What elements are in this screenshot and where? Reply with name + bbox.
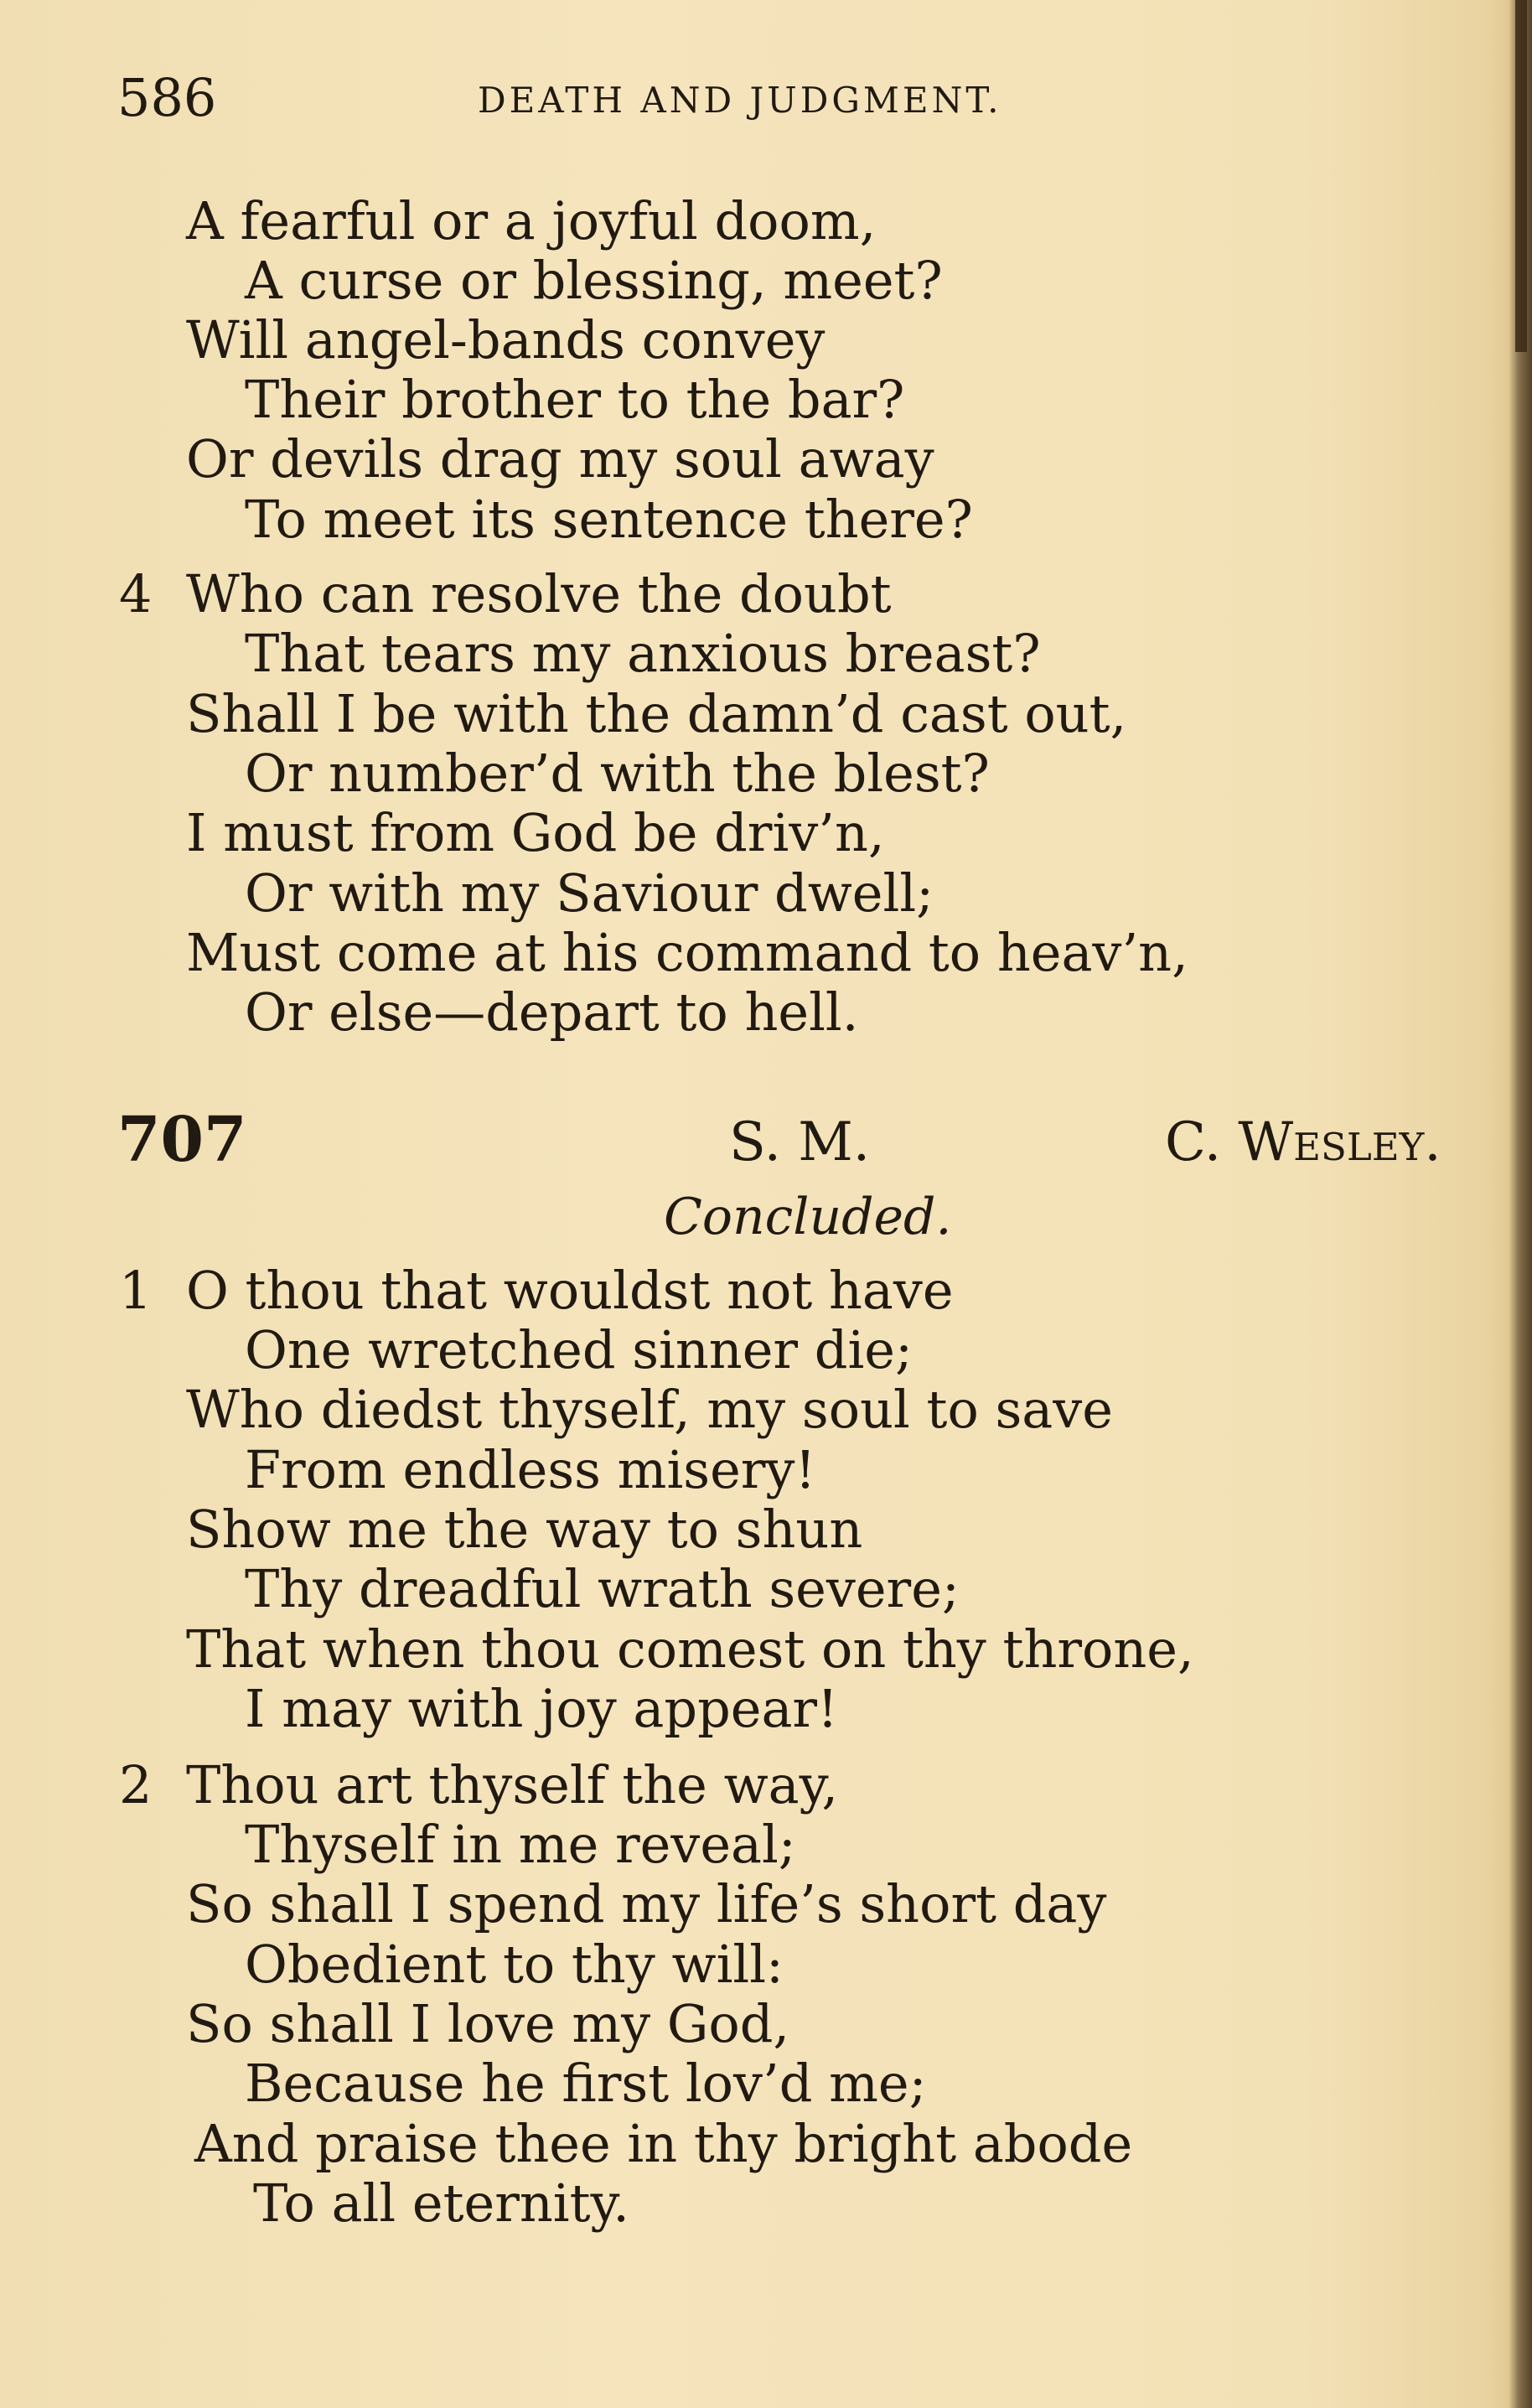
verse-line: And praise thee in thy bright abode	[194, 2113, 1133, 2174]
verse-line: That when thou comest on thy throne,	[186, 1618, 1194, 1680]
verse-line: One wretched sinner die;	[245, 1319, 913, 1380]
verse-line: I must from God be driv’n,	[186, 802, 885, 863]
verse-line: Or else—depart to hell.	[245, 981, 859, 1043]
stanza-number: 1	[119, 1260, 153, 1321]
verse-line: Because he first lov’d me;	[245, 2053, 927, 2114]
verse-line: Shall I be with the damn’d cast out,	[186, 683, 1127, 744]
verse-line: So shall I spend my life’s short day	[186, 1873, 1107, 1934]
verse-line: Thy dreadful wrath severe;	[245, 1558, 960, 1619]
hymn-author: C. Wesley.	[1165, 1111, 1441, 1173]
hymn-meter: S. M.	[729, 1111, 871, 1173]
page-edge-shadow	[1509, 0, 1532, 2408]
verse-line: That tears my anxious breast?	[245, 623, 1041, 684]
verse-line: Show me the way to shun	[186, 1499, 863, 1560]
verse-line: Thou art thyself the way,	[186, 1754, 839, 1815]
page-number: 586	[117, 67, 217, 128]
verse-line: Who diedst thyself, my soul to save	[186, 1379, 1113, 1440]
page-header	[117, 69, 1441, 127]
verse-line: Or with my Saviour dwell;	[245, 862, 934, 924]
verse-line: A fearful or a joyful doom,	[186, 190, 877, 251]
verse-line: Obedient to thy will:	[245, 1934, 784, 1995]
verse-line: Thyself in me reveal;	[245, 1814, 796, 1875]
verse-line: I may with joy appear!	[245, 1678, 838, 1739]
verse-line: From endless misery!	[245, 1439, 816, 1500]
verse-line: O thou that wouldst not have	[186, 1260, 954, 1321]
hymn-subtitle: Concluded.	[664, 1188, 952, 1246]
verse-line: To meet its sentence there?	[245, 489, 973, 550]
stanza-number: 2	[119, 1754, 153, 1815]
verse-line: A curse or blessing, meet?	[245, 250, 943, 311]
verse-line: So shall I love my God,	[186, 1993, 790, 2054]
page-edge-band	[1515, 0, 1527, 352]
verse-line: Who can resolve the doubt	[186, 563, 892, 624]
verse-line: Or number’d with the blest?	[245, 743, 990, 804]
hymn-number: 707	[117, 1104, 247, 1176]
verse-line: Must come at his command to heav’n,	[186, 922, 1188, 983]
verse-line: Their brother to the bar?	[245, 369, 905, 430]
stanza-number: 4	[119, 563, 153, 624]
verse-line: To all eternity.	[253, 2172, 630, 2234]
verse-line: Or devils drag my soul away	[186, 428, 934, 489]
running-head: DEATH AND JUDGMENT.	[478, 80, 1002, 121]
verse-line: Will angel-bands convey	[186, 309, 826, 370]
